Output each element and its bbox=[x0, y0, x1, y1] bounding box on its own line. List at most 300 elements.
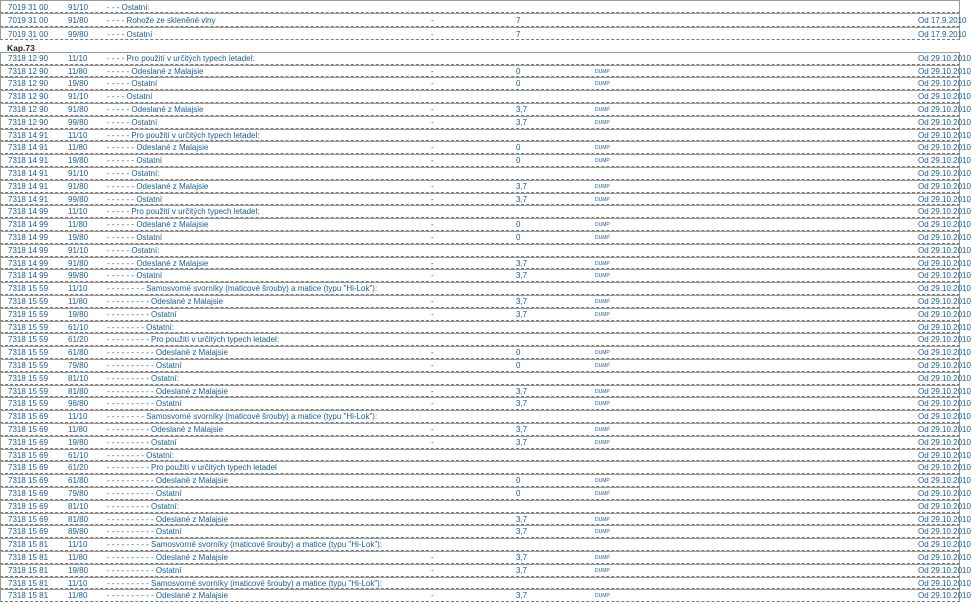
date-cell: Od 17.9.2010 bbox=[918, 16, 967, 26]
suffix-cell: 11/80 bbox=[68, 297, 88, 307]
date-cell: Od 29.10.2010 bbox=[918, 66, 971, 76]
code-cell: 7318 15 69 bbox=[8, 476, 49, 486]
date-cell: Od 29.10.2010 bbox=[918, 309, 971, 319]
description-cell: - - - - - Pro použití v určitých typech letadel: bbox=[107, 207, 260, 217]
date-cell: Od 29.10.2010 bbox=[918, 373, 971, 383]
description-cell: - - - - - - - - - Ostatní bbox=[107, 309, 177, 319]
table-row bbox=[0, 577, 971, 590]
dash-cell: - bbox=[431, 565, 434, 575]
table-row bbox=[0, 346, 971, 359]
dump-cell: DUMP bbox=[595, 427, 610, 433]
dash-cell: - bbox=[431, 309, 434, 319]
date-cell: Od 29.10.2010 bbox=[918, 501, 971, 511]
code-cell: 7318 14 91 bbox=[8, 156, 49, 166]
rate-cell: 3,7 bbox=[516, 309, 528, 319]
dump-cell: DUMP bbox=[595, 145, 610, 152]
description-cell: - - - - - - Odeslané z Malajsie bbox=[107, 220, 209, 230]
suffix-cell: 99/80 bbox=[68, 194, 89, 204]
description-cell: - - - - - - - - - - Ostatní bbox=[107, 527, 182, 537]
code-cell: 7318 12 90 bbox=[8, 105, 49, 115]
table-row bbox=[0, 525, 971, 538]
table-row bbox=[0, 372, 971, 385]
code-cell: 7318 15 59 bbox=[8, 309, 49, 319]
code-cell: 7318 15 59 bbox=[8, 361, 49, 371]
code-cell: 7318 12 90 bbox=[8, 66, 49, 76]
code-cell: 7318 15 69 bbox=[8, 501, 49, 511]
rate-cell: 0 bbox=[516, 66, 521, 76]
date-cell: Od 29.10.2010 bbox=[918, 207, 971, 217]
description-cell: - - - - - Odeslané z Malajsie bbox=[107, 66, 204, 76]
date-cell: Od 29.10.2010 bbox=[918, 271, 971, 281]
rate-cell: 3,7 bbox=[516, 437, 528, 447]
code-cell: 7318 15 69 bbox=[8, 463, 49, 473]
code-cell: 7318 15 59 bbox=[8, 335, 49, 345]
date-cell: Od 29.10.2010 bbox=[918, 514, 971, 524]
table-row bbox=[0, 65, 971, 78]
dash-cell: - bbox=[431, 437, 434, 447]
date-cell: Od 29.10.2010 bbox=[918, 284, 971, 294]
code-cell: 7318 15 81 bbox=[8, 578, 49, 588]
date-cell: Od 29.10.2010 bbox=[918, 450, 971, 460]
dash-cell: - bbox=[431, 591, 434, 601]
table-row bbox=[0, 449, 971, 462]
table-row bbox=[0, 129, 971, 142]
description-cell: - - - - - - - - - - Odeslané z Malajsie bbox=[107, 386, 228, 396]
suffix-cell: 98/80 bbox=[68, 399, 89, 409]
description-cell: - - - - - - - - - - Odeslané z Malajsie bbox=[107, 348, 228, 358]
table-row bbox=[0, 77, 971, 90]
rate-cell: 3,7 bbox=[516, 386, 528, 396]
suffix-cell: 19/80 bbox=[68, 156, 89, 166]
table-row bbox=[0, 423, 971, 436]
suffix-cell: 91/10 bbox=[68, 169, 89, 179]
dump-cell: DUMP bbox=[595, 222, 610, 229]
code-cell: 7318 15 59 bbox=[8, 373, 49, 383]
table-row bbox=[0, 359, 971, 372]
table-row bbox=[0, 154, 971, 167]
description-cell: - - - - - - - - Samosvorné svorníky (maticové šrouby) a matice (typu "Hi-Lok"): bbox=[107, 284, 378, 294]
code-cell: 7318 15 59 bbox=[8, 399, 49, 409]
rate-cell: 0 bbox=[516, 233, 521, 243]
date-cell: Od 29.10.2010 bbox=[918, 591, 971, 601]
table-row bbox=[0, 436, 971, 449]
dash-cell: - bbox=[431, 29, 434, 39]
suffix-cell: 91/80 bbox=[68, 181, 89, 191]
code-cell: 7318 14 91 bbox=[8, 169, 49, 179]
date-cell: Od 29.10.2010 bbox=[918, 92, 971, 102]
dump-cell: DUMP bbox=[595, 235, 610, 242]
description-cell: - - - - Rohože ze skleněné vlny bbox=[107, 16, 216, 26]
table-row bbox=[0, 551, 971, 564]
suffix-cell: 19/80 bbox=[68, 437, 89, 447]
suffix-cell: 11/80 bbox=[68, 552, 88, 562]
rate-cell: 3,7 bbox=[516, 425, 528, 434]
code-cell: 7318 14 91 bbox=[8, 181, 49, 191]
table-row bbox=[0, 487, 971, 500]
dash-cell: - bbox=[431, 181, 434, 191]
date-cell: Od 29.10.2010 bbox=[918, 361, 971, 371]
rate-cell: 3,7 bbox=[516, 527, 528, 537]
dump-cell: DUMP bbox=[595, 68, 610, 75]
description-cell: - - - - - - - - - Odeslané z Malajsie bbox=[107, 425, 224, 434]
dump-cell: DUMP bbox=[595, 388, 610, 395]
rate-cell: 0 bbox=[516, 476, 521, 486]
date-cell: Od 29.10.2010 bbox=[918, 117, 971, 127]
table-row bbox=[0, 513, 971, 526]
code-cell: 7318 15 59 bbox=[8, 386, 49, 396]
description-cell: - - - - - Ostatní bbox=[107, 79, 158, 89]
rate-cell: 3,7 bbox=[516, 194, 528, 204]
table-row bbox=[0, 218, 971, 231]
table-row bbox=[0, 116, 971, 129]
table-row bbox=[0, 269, 971, 282]
table-row bbox=[0, 295, 971, 308]
table-row bbox=[0, 90, 971, 103]
dash-cell: - bbox=[431, 156, 434, 166]
code-cell: 7318 15 69 bbox=[8, 450, 49, 460]
date-cell: Od 29.10.2010 bbox=[918, 565, 971, 575]
rate-cell: 3,7 bbox=[516, 271, 528, 281]
suffix-cell: 11/10 bbox=[68, 284, 88, 294]
date-cell: Od 29.10.2010 bbox=[918, 488, 971, 498]
code-cell: 7318 15 81 bbox=[8, 591, 49, 601]
rate-cell: 3,7 bbox=[516, 399, 528, 409]
table-row bbox=[0, 500, 971, 513]
table-row bbox=[0, 333, 971, 346]
date-cell: Od 29.10.2010 bbox=[918, 322, 971, 332]
date-cell: Od 29.10.2010 bbox=[918, 258, 971, 268]
code-cell: 7318 14 91 bbox=[8, 143, 49, 153]
table-row bbox=[0, 205, 971, 218]
dash-cell: - bbox=[431, 220, 434, 230]
dash-cell: - bbox=[431, 297, 434, 307]
description-cell: - - - - - - - - - Ostatní bbox=[107, 437, 177, 447]
code-cell: 7318 15 69 bbox=[8, 425, 49, 434]
description-cell: - - - - - Ostatní: bbox=[107, 245, 160, 255]
description-cell: - - - - - - - - - - Ostatní bbox=[107, 361, 182, 371]
suffix-cell: 81/10 bbox=[68, 373, 89, 383]
code-cell: 7318 15 69 bbox=[8, 412, 49, 422]
code-cell: 7318 15 81 bbox=[8, 552, 49, 562]
top-section bbox=[0, 0, 967, 40]
suffix-cell: 11/10 bbox=[68, 540, 88, 550]
date-cell: Od 29.10.2010 bbox=[918, 552, 971, 562]
table-row bbox=[0, 564, 971, 577]
dash-cell: - bbox=[431, 233, 434, 243]
table-row bbox=[0, 321, 971, 334]
date-cell: Od 17.9.2010 bbox=[918, 29, 967, 39]
dash-cell: - bbox=[431, 79, 434, 89]
code-cell: 7318 14 99 bbox=[8, 233, 49, 243]
table-row bbox=[0, 244, 971, 257]
description-cell: - - - - - - Ostatní bbox=[107, 233, 163, 243]
description-cell: - - - - - Pro použití v určitých typech letadel: bbox=[107, 130, 260, 140]
description-cell: - - - - - - - - - Ostatní: bbox=[107, 501, 179, 511]
table-row bbox=[0, 308, 971, 321]
code-cell: 7318 14 99 bbox=[8, 220, 49, 230]
description-cell: - - - - - - Odeslané z Malajsie bbox=[107, 258, 209, 268]
suffix-cell: 19/80 bbox=[68, 79, 89, 89]
rate-cell: 3,7 bbox=[516, 565, 528, 575]
dump-cell: DUMP bbox=[595, 363, 610, 370]
code-cell: 7318 14 99 bbox=[8, 245, 49, 255]
dump-cell: DUMP bbox=[595, 529, 610, 536]
suffix-cell: 91/80 bbox=[68, 105, 89, 115]
date-cell: Od 29.10.2010 bbox=[918, 578, 971, 588]
rate-cell: 3,7 bbox=[516, 297, 528, 307]
rate-cell: 3,7 bbox=[516, 552, 528, 562]
suffix-cell: 79/80 bbox=[68, 361, 89, 371]
date-cell: Od 29.10.2010 bbox=[918, 79, 971, 89]
dump-cell: DUMP bbox=[595, 81, 610, 88]
code-cell: 7318 15 59 bbox=[8, 348, 49, 358]
code-cell: 7318 15 59 bbox=[8, 322, 49, 332]
date-cell: Od 29.10.2010 bbox=[918, 194, 971, 204]
code-cell: 7318 15 69 bbox=[8, 488, 49, 498]
suffix-cell: 61/10 bbox=[68, 450, 89, 460]
code-cell: 7019 31 00 bbox=[8, 16, 49, 26]
description-cell: - - - - - - - - - Odeslané z Malajsie bbox=[107, 297, 224, 307]
suffix-cell: 11/10 bbox=[68, 412, 88, 422]
suffix-cell: 79/80 bbox=[68, 488, 89, 498]
table-row bbox=[0, 461, 971, 474]
dump-cell: DUMP bbox=[595, 516, 610, 523]
description-cell: - - - - - - - - - - Odeslané z Malajsie bbox=[107, 476, 228, 486]
date-cell: Od 29.10.2010 bbox=[918, 437, 971, 447]
dash-cell: - bbox=[431, 399, 434, 409]
dump-cell: DUMP bbox=[595, 593, 610, 600]
date-cell: Od 29.10.2010 bbox=[918, 233, 971, 243]
chapter-heading bbox=[0, 43, 960, 52]
description-cell: - - - - - - Odeslané z Malajsie bbox=[107, 181, 209, 191]
description-cell: - - - - - - - - Samosvorné svorníky (maticové šrouby) a matice (typu "Hi-Lok"): bbox=[107, 412, 378, 422]
date-cell: Od 29.10.2010 bbox=[918, 130, 971, 140]
rate-cell: 0 bbox=[516, 488, 521, 498]
date-cell: Od 29.10.2010 bbox=[918, 181, 971, 191]
code-cell: 7318 15 59 bbox=[8, 297, 49, 307]
description-cell: - - - - - Ostatní bbox=[107, 117, 158, 127]
table-row bbox=[0, 397, 971, 410]
suffix-cell: 11/10 bbox=[68, 207, 88, 217]
description-cell: - - - - - - - - - Pro použití v určitých typech letadel bbox=[107, 463, 277, 473]
date-cell: Od 29.10.2010 bbox=[918, 412, 971, 422]
rate-cell: 0 bbox=[516, 143, 521, 153]
table-row bbox=[0, 180, 971, 193]
date-cell: Od 29.10.2010 bbox=[918, 169, 971, 179]
dump-cell: DUMP bbox=[595, 478, 610, 485]
description-cell: - - - - - - - - Ostatní: bbox=[107, 322, 175, 332]
dump-cell: DUMP bbox=[595, 554, 610, 561]
description-cell: - - - - - - - - - - Ostatní bbox=[107, 399, 182, 409]
table-row bbox=[0, 0, 960, 13]
table-row bbox=[0, 27, 967, 40]
code-cell: 7318 14 99 bbox=[8, 258, 49, 268]
suffix-cell: 11/10 bbox=[68, 578, 88, 588]
suffix-cell: 19/80 bbox=[68, 309, 89, 319]
dash-cell: - bbox=[431, 194, 434, 204]
rate-cell: 3,7 bbox=[516, 117, 528, 127]
suffix-cell: 61/80 bbox=[68, 348, 89, 358]
suffix-cell: 89/80 bbox=[68, 527, 89, 537]
date-cell: Od 29.10.2010 bbox=[918, 220, 971, 230]
code-cell: 7318 12 90 bbox=[8, 53, 49, 63]
description-cell: - - - - Ostatní bbox=[107, 92, 153, 102]
dump-cell: DUMP bbox=[595, 107, 610, 114]
dump-cell: DUMP bbox=[595, 196, 610, 203]
code-cell: 7318 12 90 bbox=[8, 79, 49, 89]
code-cell: 7318 15 69 bbox=[8, 527, 49, 537]
description-cell: - - - - - - - - - Samosvorné svorníky (maticové šrouby) a matice (typu "Hi-Lok"): bbox=[107, 578, 383, 588]
date-cell: Od 29.10.2010 bbox=[918, 245, 971, 255]
code-cell: 7318 15 81 bbox=[8, 565, 49, 575]
table-row bbox=[0, 103, 971, 116]
rate-cell: 3,7 bbox=[516, 105, 528, 115]
suffix-cell: 11/10 bbox=[68, 53, 88, 63]
description-cell: - - - - - - Ostatní bbox=[107, 156, 163, 166]
suffix-cell: 61/20 bbox=[68, 335, 89, 345]
date-cell: Od 29.10.2010 bbox=[918, 463, 971, 473]
description-cell: - - - - - - - - - - Odeslané z Malajsie bbox=[107, 591, 228, 601]
description-cell: - - - - - - Ostatní bbox=[107, 271, 163, 281]
description-cell: - - - - - - Odeslané z Malajsie bbox=[107, 143, 209, 153]
suffix-cell: 11/80 bbox=[68, 143, 88, 153]
code-cell: 7318 15 81 bbox=[8, 540, 49, 550]
date-cell: Od 29.10.2010 bbox=[918, 540, 971, 550]
dump-cell: DUMP bbox=[595, 567, 610, 574]
rate-cell: 0 bbox=[516, 79, 521, 89]
dash-cell: - bbox=[431, 16, 434, 26]
date-cell: Od 29.10.2010 bbox=[918, 53, 971, 63]
dash-cell: - bbox=[431, 271, 434, 281]
suffix-cell: 11/80 bbox=[68, 425, 88, 434]
rate-cell: 0 bbox=[516, 361, 521, 371]
suffix-cell: 91/10 bbox=[68, 3, 89, 12]
suffix-cell: 99/80 bbox=[68, 29, 89, 39]
table-row bbox=[0, 282, 971, 295]
dash-cell: - bbox=[431, 361, 434, 371]
dump-cell: DUMP bbox=[595, 311, 610, 318]
rate-cell: 0 bbox=[516, 220, 521, 230]
date-cell: Od 29.10.2010 bbox=[918, 297, 971, 307]
rate-cell: 3,7 bbox=[516, 258, 528, 268]
code-cell: 7318 14 91 bbox=[8, 130, 49, 140]
description-cell: - - - - - - - - - - Odeslané z Malajsie bbox=[107, 552, 228, 562]
dash-cell: - bbox=[431, 117, 434, 127]
dash-cell: - bbox=[431, 425, 434, 434]
dump-cell: DUMP bbox=[595, 119, 610, 126]
date-cell: Od 29.10.2010 bbox=[918, 425, 971, 434]
code-cell: 7318 14 99 bbox=[8, 271, 49, 281]
code-cell: 7318 14 91 bbox=[8, 194, 49, 204]
dump-cell: DUMP bbox=[595, 158, 610, 165]
table-row bbox=[0, 474, 971, 487]
date-cell: Od 29.10.2010 bbox=[918, 527, 971, 537]
dump-cell: DUMP bbox=[595, 183, 610, 190]
description-cell: - - - - - Odeslané z Malajsie bbox=[107, 105, 204, 115]
table-row bbox=[0, 257, 971, 270]
description-cell: - - - - - - - - - Samosvorné svorníky (maticové šrouby) a matice (typu "Hi-Lok"): bbox=[107, 540, 383, 550]
suffix-cell: 91/80 bbox=[68, 258, 89, 268]
dash-cell: - bbox=[431, 258, 434, 268]
code-cell: 7318 12 90 bbox=[8, 92, 49, 102]
description-cell: - - - - - - - - - Ostatní: bbox=[107, 373, 179, 383]
dash-cell: - bbox=[431, 105, 434, 115]
dash-cell: - bbox=[431, 348, 434, 358]
code-cell: 7019 31 00 bbox=[8, 3, 49, 12]
description-cell: - - - - Ostatní bbox=[107, 29, 153, 39]
table-row bbox=[0, 167, 971, 180]
date-cell: Od 29.10.2010 bbox=[918, 143, 971, 153]
description-cell: - - - - - - - - - - Ostatní bbox=[107, 488, 182, 498]
date-cell: Od 29.10.2010 bbox=[918, 156, 971, 166]
table-row bbox=[0, 193, 971, 206]
description-cell: - - - - - - - - - Pro použití v určitých typech letadel: bbox=[107, 335, 280, 345]
main-section bbox=[0, 52, 971, 602]
rate-cell: 7 bbox=[516, 16, 521, 26]
date-cell: Od 29.10.2010 bbox=[918, 476, 971, 486]
code-cell: 7318 15 69 bbox=[8, 514, 49, 524]
rate-cell: 0 bbox=[516, 156, 521, 166]
table-row bbox=[0, 538, 971, 551]
suffix-cell: 61/20 bbox=[68, 463, 89, 473]
dash-cell: - bbox=[431, 66, 434, 76]
dump-cell: DUMP bbox=[595, 273, 610, 280]
table-row bbox=[0, 410, 971, 423]
suffix-cell: 61/80 bbox=[68, 476, 89, 486]
code-cell: 7318 15 59 bbox=[8, 284, 49, 294]
table-row bbox=[0, 13, 967, 26]
dump-cell: DUMP bbox=[595, 350, 610, 357]
suffix-cell: 99/80 bbox=[68, 271, 89, 281]
suffix-cell: 91/80 bbox=[68, 16, 89, 26]
suffix-cell: 19/80 bbox=[68, 233, 89, 243]
description-cell: - - - - Pro použití v určitých typech letadel: bbox=[107, 53, 255, 63]
suffix-cell: 81/80 bbox=[68, 386, 89, 396]
description-cell: - - - - - Ostatní: bbox=[107, 169, 160, 179]
description-cell: - - - - - - - - - - Ostatní bbox=[107, 565, 182, 575]
table-row bbox=[0, 589, 971, 602]
suffix-cell: 91/10 bbox=[68, 245, 89, 255]
description-cell: - - - - - - - - Ostatní: bbox=[107, 450, 175, 460]
suffix-cell: 91/10 bbox=[68, 92, 89, 102]
suffix-cell: 11/80 bbox=[68, 66, 88, 76]
table-row bbox=[0, 52, 971, 65]
date-cell: Od 29.10.2010 bbox=[918, 386, 971, 396]
rate-cell: 7 bbox=[516, 29, 521, 39]
dump-cell: DUMP bbox=[595, 401, 610, 408]
code-cell: 7318 15 69 bbox=[8, 437, 49, 447]
rate-cell: 3,7 bbox=[516, 514, 528, 524]
date-cell: Od 29.10.2010 bbox=[918, 335, 971, 345]
date-cell: Od 29.10.2010 bbox=[918, 399, 971, 409]
description-cell: - - - Ostatní: bbox=[107, 3, 150, 12]
suffix-cell: 11/80 bbox=[68, 591, 88, 601]
dump-cell: DUMP bbox=[595, 439, 610, 446]
suffix-cell: 81/80 bbox=[68, 514, 89, 524]
rate-cell: 3,7 bbox=[516, 591, 528, 601]
suffix-cell: 11/10 bbox=[68, 130, 88, 140]
suffix-cell: 61/10 bbox=[68, 322, 89, 332]
table-row bbox=[0, 385, 971, 398]
description-cell: - - - - - - - - - - Odeslané z Malajsie bbox=[107, 514, 228, 524]
suffix-cell: 11/80 bbox=[68, 220, 88, 230]
dump-cell: DUMP bbox=[595, 260, 610, 267]
table-row bbox=[0, 141, 971, 154]
dump-cell: DUMP bbox=[595, 299, 610, 306]
dump-cell: DUMP bbox=[595, 490, 610, 497]
date-cell: Od 29.10.2010 bbox=[918, 348, 971, 358]
suffix-cell: 99/80 bbox=[68, 117, 89, 127]
